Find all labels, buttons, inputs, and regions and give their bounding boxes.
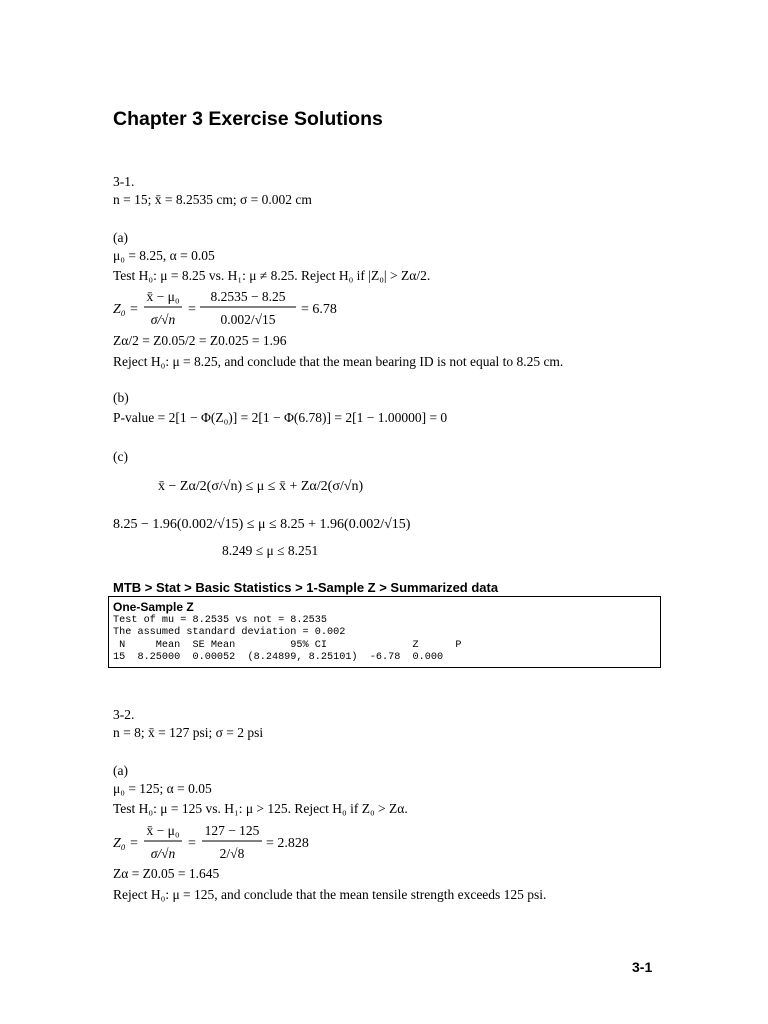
minitab-menu-path: MTB > Stat > Basic Statistics > 1-Sample Z > Summarized data (113, 580, 499, 595)
eq-result: = 2.828 (266, 836, 309, 851)
exercise-number: 3-1. (113, 174, 135, 189)
hypothesis-test: Test H₀: μ = 125 vs. H₁: μ > 125. Reject H₀ if Z₀ > Zα. (113, 801, 408, 816)
part-label: (c) (113, 449, 128, 464)
exercise-number: 3-2. (113, 707, 135, 722)
eq-denominator: σ/√n (150, 312, 176, 327)
parameters: μ₀ = 125; α = 0.05 (113, 781, 212, 796)
eq-numerator: 127 − 125 (204, 823, 260, 838)
confidence-interval-formula (150, 466, 450, 506)
z-statistic-equation (108, 286, 368, 332)
conclusion: Reject H₀: μ = 8.25, and conclude that the mean bearing ID is not equal to 8.25 cm. (113, 354, 564, 369)
eq-denominator: 0.002/√15 (220, 312, 276, 327)
output-row: 15 8.25000 0.00052 (8.24899, 8.25101) -6.78 0.000 (113, 652, 444, 664)
page-title: Chapter 3 Exercise Solutions (113, 108, 383, 130)
output-columns: N Mean SE Mean 95% CI Z P (113, 639, 462, 651)
conclusion: Reject H₀: μ = 125, and conclude that the mean tensile strength exceeds 125 psi. (113, 887, 547, 902)
page-number: 3-1 (632, 959, 653, 975)
eq-result: = 6.78 (301, 302, 337, 317)
ci-result: 8.249 ≤ μ ≤ 8.251 (222, 543, 319, 558)
eq-lhs: Z₀ = (113, 836, 139, 851)
eq-denominator: σ/√n (150, 846, 176, 861)
output-header: One-Sample Z (113, 600, 194, 614)
parameters: μ₀ = 8.25, α = 0.05 (113, 248, 215, 263)
output-line: Test of mu = 8.2535 vs not = 8.2535 (113, 615, 327, 626)
eq-equals: = (188, 836, 196, 851)
minitab-output-box (108, 596, 661, 668)
eq-equals: = (188, 302, 196, 317)
given-values: n = 15; x̄ = 8.2535 cm; σ = 0.002 cm (113, 192, 312, 207)
hypothesis-test: Test H₀: μ = 8.25 vs. H₁: μ ≠ 8.25. Reject H₀ if |Z₀| > Zα/2. (113, 268, 431, 283)
part-label: (a) (113, 230, 128, 245)
part-label: (a) (113, 763, 128, 778)
z-statistic-equation (108, 820, 368, 866)
eq-numerator: x̄ − μ₀ (146, 823, 180, 838)
given-values: n = 8; x̄ = 127 psi; σ = 2 psi (113, 725, 264, 740)
eq-numerator: 8.2535 − 8.25 (210, 289, 286, 304)
eq-numerator: x̄ − μ₀ (146, 289, 180, 304)
eq-denominator: 2/√8 (219, 846, 245, 861)
output-line: The assumed standard deviation = 0.002 (113, 627, 346, 639)
critical-value: Zα/2 = Z0.05/2 = Z0.025 = 1.96 (113, 333, 287, 348)
ci-numeric-text: 8.25 − 1.96(0.002/√15) ≤ μ ≤ 8.25 + 1.96(0.002/√15) (113, 517, 411, 532)
eq-lhs: Z₀ = (113, 302, 139, 317)
p-value: P-value = 2[1 − Φ(Z₀)] = 2[1 − Φ(6.78)] = 2[1 − 1.00000] = 0 (113, 410, 448, 425)
ci-formula-text: x̄ − Zα/2(σ/√n) ≤ μ ≤ x̄ + Zα/2(σ/√n) (158, 479, 364, 494)
part-label: (b) (113, 390, 129, 405)
critical-value: Zα = Z0.05 = 1.645 (113, 866, 220, 881)
confidence-interval-numeric (108, 508, 468, 538)
